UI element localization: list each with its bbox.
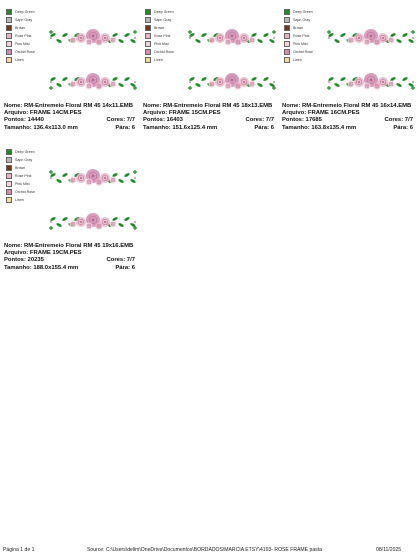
color-name: Rose Pink bbox=[15, 173, 32, 178]
leaf-icon bbox=[263, 32, 270, 37]
rose-icon bbox=[364, 83, 371, 90]
rose-icon bbox=[70, 81, 77, 88]
color-name: Linen bbox=[15, 57, 24, 62]
sprig-icon bbox=[134, 177, 136, 179]
design-name: Nome: RM-Entremeio Floral RM 45 16x14.EMB bbox=[282, 103, 412, 109]
leaf-icon bbox=[62, 216, 69, 221]
color-name: Sapn Gray bbox=[15, 157, 33, 162]
rose-icon bbox=[215, 33, 225, 43]
stitch-count: Pontos: 20235 bbox=[4, 257, 44, 264]
leaf-icon bbox=[62, 172, 69, 177]
rose-icon bbox=[364, 39, 371, 46]
legend-item bbox=[6, 48, 35, 55]
sprig-icon bbox=[189, 37, 191, 39]
color-swatch bbox=[6, 173, 12, 179]
leaf-cluster-icon bbox=[411, 30, 415, 34]
design-size: Tamanho: 188.0x155.4 mm bbox=[4, 264, 79, 271]
sprig-icon bbox=[134, 221, 136, 223]
legend-item bbox=[6, 196, 35, 203]
leaf-icon bbox=[124, 32, 131, 37]
color-swatch bbox=[284, 17, 290, 23]
card-2 bbox=[282, 6, 416, 156]
rose-icon bbox=[70, 37, 77, 44]
color-count: Cores: 7/7 bbox=[384, 117, 413, 124]
leaf-cluster-icon bbox=[188, 86, 192, 90]
leaf-icon bbox=[396, 82, 403, 87]
leaf-icon bbox=[118, 222, 125, 227]
legend-item bbox=[284, 24, 313, 31]
file-name: Arquivo: FRAME 16CM.PES bbox=[282, 110, 360, 117]
file-name: Arquivo: FRAME 15CM.PES bbox=[143, 110, 221, 117]
rose-icon bbox=[70, 177, 77, 184]
file-name: Arquivo: FRAME 14CM.PES bbox=[4, 110, 82, 117]
leaf-cluster-icon bbox=[327, 30, 331, 34]
color-swatch bbox=[284, 49, 290, 55]
leaf-icon bbox=[195, 38, 202, 43]
legend-item bbox=[284, 40, 313, 47]
rose-icon bbox=[110, 177, 117, 184]
rose-icon bbox=[86, 39, 93, 46]
color-name: Linen bbox=[293, 57, 302, 62]
color-name: Sapn Gray bbox=[293, 17, 311, 22]
leaf-icon bbox=[263, 76, 270, 81]
color-name: Pink Mist bbox=[293, 41, 308, 46]
stitch-count: Pontos: 17685 bbox=[282, 117, 322, 124]
leaf-icon bbox=[118, 178, 125, 183]
rose-icon bbox=[96, 39, 103, 46]
leaf-icon bbox=[124, 216, 131, 221]
leaf-icon bbox=[118, 38, 125, 43]
leaf-icon bbox=[396, 38, 403, 43]
leaf-icon bbox=[56, 82, 63, 87]
embroidery-preview bbox=[49, 22, 137, 104]
legend-item bbox=[6, 180, 35, 187]
sprig-icon bbox=[189, 81, 191, 83]
card-3 bbox=[4, 146, 139, 296]
color-name: Linen bbox=[154, 57, 163, 62]
rose-icon bbox=[235, 83, 242, 90]
rose-icon bbox=[374, 39, 381, 46]
rose-icon bbox=[235, 39, 242, 46]
design-info bbox=[143, 103, 278, 132]
leaf-icon bbox=[402, 32, 409, 37]
sprig-icon bbox=[134, 81, 136, 83]
rose-icon bbox=[225, 39, 232, 46]
color-name: Rose Pink bbox=[154, 33, 171, 38]
design-name: Nome: RM-Entremeio Floral RM 45 18x13.EMB bbox=[143, 103, 273, 109]
leaf-cluster-icon bbox=[49, 226, 53, 230]
color-legend bbox=[145, 8, 174, 64]
rose-icon bbox=[249, 81, 256, 88]
color-swatch bbox=[6, 33, 12, 39]
leaf-cluster-icon bbox=[133, 30, 137, 34]
legend-item bbox=[6, 40, 35, 47]
color-swatch bbox=[6, 181, 12, 187]
rose-icon bbox=[76, 217, 86, 227]
color-name: Deep Green bbox=[154, 9, 174, 14]
color-swatch bbox=[284, 57, 290, 63]
rose-icon bbox=[209, 81, 216, 88]
leaf-cluster-icon bbox=[272, 30, 276, 34]
rose-icon bbox=[354, 33, 364, 43]
top-garland bbox=[189, 29, 276, 46]
leaf-icon bbox=[334, 38, 341, 43]
color-swatch bbox=[145, 49, 151, 55]
leaf-cluster-icon bbox=[188, 30, 192, 34]
leaf-icon bbox=[195, 82, 202, 87]
color-name: Brown bbox=[293, 25, 304, 30]
rose-icon bbox=[110, 81, 117, 88]
design-name: Nome: RM-Entremeio Floral RM 45 14x11.EMB bbox=[4, 103, 133, 109]
leaf-icon bbox=[257, 82, 264, 87]
legend-item bbox=[6, 188, 35, 195]
print-date: 08/11/2025 bbox=[376, 547, 402, 553]
legend-item bbox=[145, 40, 174, 47]
color-name: Pink Mist bbox=[15, 181, 30, 186]
color-swatch bbox=[284, 9, 290, 15]
color-count: Cores: 7/7 bbox=[106, 257, 135, 264]
leaf-icon bbox=[62, 32, 69, 37]
color-name: Deep Green bbox=[15, 149, 35, 154]
legend-item bbox=[6, 16, 35, 23]
leaf-icon bbox=[340, 76, 347, 81]
color-name: Brown bbox=[154, 25, 165, 30]
leaf-cluster-icon bbox=[133, 170, 137, 174]
color-name: Orchid Rose bbox=[154, 49, 174, 54]
stop-count: Pára: 6 bbox=[115, 264, 135, 271]
embroidery-preview bbox=[49, 162, 137, 244]
color-swatch bbox=[6, 25, 12, 31]
color-swatch bbox=[145, 33, 151, 39]
legend-item bbox=[284, 8, 313, 15]
color-swatch bbox=[145, 9, 151, 15]
color-name: Brown bbox=[15, 165, 26, 170]
bottom-garland bbox=[50, 73, 137, 90]
color-swatch bbox=[6, 149, 12, 155]
legend-item bbox=[284, 16, 313, 23]
leaf-icon bbox=[257, 38, 264, 43]
leaf-icon bbox=[124, 172, 131, 177]
color-name: Orchid Rose bbox=[15, 49, 35, 54]
color-name: Pink Mist bbox=[15, 41, 30, 46]
color-legend bbox=[284, 8, 313, 64]
rose-icon bbox=[76, 173, 86, 183]
legend-item bbox=[6, 148, 35, 155]
color-swatch bbox=[6, 189, 12, 195]
legend-item bbox=[145, 16, 174, 23]
leaf-icon bbox=[62, 76, 69, 81]
design-info bbox=[282, 103, 416, 132]
rose-icon bbox=[110, 37, 117, 44]
rose-icon bbox=[348, 81, 355, 88]
color-swatch bbox=[6, 17, 12, 23]
color-swatch bbox=[145, 57, 151, 63]
color-legend bbox=[6, 8, 35, 64]
sprig-icon bbox=[412, 81, 414, 83]
embroidery-preview bbox=[188, 22, 276, 104]
legend-item bbox=[284, 56, 313, 63]
design-size: Tamanho: 151.6x125.4 mm bbox=[143, 124, 218, 131]
card-1 bbox=[143, 6, 278, 156]
legend-item bbox=[6, 56, 35, 63]
color-legend bbox=[6, 148, 35, 204]
leaf-icon bbox=[118, 82, 125, 87]
color-swatch bbox=[6, 49, 12, 55]
design-size: Tamanho: 136.4x113.0 mm bbox=[4, 124, 78, 131]
color-count: Cores: 7/7 bbox=[245, 117, 274, 124]
legend-item bbox=[145, 56, 174, 63]
sprig-icon bbox=[273, 37, 275, 39]
color-swatch bbox=[6, 197, 12, 203]
leaf-icon bbox=[124, 76, 131, 81]
stop-count: Pára: 6 bbox=[115, 124, 135, 131]
color-swatch bbox=[145, 17, 151, 23]
legend-item bbox=[284, 48, 313, 55]
color-swatch bbox=[284, 33, 290, 39]
color-swatch bbox=[6, 157, 12, 163]
leaf-icon bbox=[56, 222, 63, 227]
stitch-count: Pontos: 16403 bbox=[143, 117, 183, 124]
top-garland bbox=[50, 169, 137, 186]
source-path: Source: C:\Users\dellm\OneDrive\Documentos\BORDADOS\MARCIA ETSY\4193- ROSE FRAME pasta bbox=[87, 547, 322, 553]
leaf-cluster-icon bbox=[327, 86, 331, 90]
leaf-cluster-icon bbox=[49, 86, 53, 90]
sprig-icon bbox=[273, 81, 275, 83]
file-name: Arquivo: FRAME 19CM.PES bbox=[4, 250, 82, 257]
rose-icon bbox=[76, 33, 86, 43]
legend-item bbox=[6, 8, 35, 15]
color-name: Deep Green bbox=[15, 9, 35, 14]
color-name: Sapn Gray bbox=[154, 17, 172, 22]
bottom-garland bbox=[328, 73, 415, 90]
leaf-icon bbox=[201, 76, 208, 81]
card-0 bbox=[4, 6, 139, 156]
color-name: Sapn Gray bbox=[15, 17, 33, 22]
color-swatch bbox=[6, 41, 12, 47]
leaf-icon bbox=[340, 32, 347, 37]
rose-icon bbox=[96, 83, 103, 90]
color-name: Pink Mist bbox=[154, 41, 169, 46]
bottom-garland bbox=[189, 73, 276, 90]
design-name: Nome: RM-Entremeio Floral RM 45 19x16.EMB bbox=[4, 243, 134, 249]
leaf-icon bbox=[334, 82, 341, 87]
design-size: Tamanho: 163.8x135.4 mm bbox=[282, 124, 357, 131]
color-swatch bbox=[145, 25, 151, 31]
rose-icon bbox=[86, 223, 93, 230]
color-count: Cores: 7/7 bbox=[106, 117, 135, 124]
design-info bbox=[4, 103, 139, 132]
color-name: Rose Pink bbox=[15, 33, 32, 38]
color-name: Linen bbox=[15, 197, 24, 202]
sprig-icon bbox=[328, 37, 330, 39]
sprig-icon bbox=[412, 37, 414, 39]
legend-item bbox=[6, 32, 35, 39]
legend-item bbox=[6, 172, 35, 179]
legend-item bbox=[145, 48, 174, 55]
rose-icon bbox=[225, 83, 232, 90]
rose-icon bbox=[348, 37, 355, 44]
color-name: Orchid Rose bbox=[15, 189, 35, 194]
legend-item bbox=[6, 156, 35, 163]
rose-icon bbox=[96, 223, 103, 230]
bottom-garland bbox=[50, 213, 137, 230]
sprig-icon bbox=[328, 81, 330, 83]
rose-icon bbox=[209, 37, 216, 44]
legend-item bbox=[145, 24, 174, 31]
sprig-icon bbox=[50, 37, 52, 39]
rose-icon bbox=[388, 81, 395, 88]
legend-item bbox=[284, 32, 313, 39]
color-swatch bbox=[145, 41, 151, 47]
rose-icon bbox=[215, 77, 225, 87]
color-swatch bbox=[6, 165, 12, 171]
leaf-icon bbox=[201, 32, 208, 37]
rose-icon bbox=[249, 37, 256, 44]
sprig-icon bbox=[134, 37, 136, 39]
leaf-cluster-icon bbox=[49, 30, 53, 34]
color-swatch bbox=[6, 9, 12, 15]
embroidery-preview bbox=[327, 22, 415, 104]
top-garland bbox=[328, 29, 415, 46]
rose-icon bbox=[96, 179, 103, 186]
color-swatch bbox=[6, 57, 12, 63]
legend-item bbox=[6, 24, 35, 31]
leaf-icon bbox=[402, 76, 409, 81]
design-info bbox=[4, 243, 139, 272]
color-name: Brown bbox=[15, 25, 26, 30]
rose-icon bbox=[374, 83, 381, 90]
legend-item bbox=[145, 8, 174, 15]
leaf-cluster-icon bbox=[49, 170, 53, 174]
rose-icon bbox=[86, 179, 93, 186]
rose-icon bbox=[388, 37, 395, 44]
rose-icon bbox=[354, 77, 364, 87]
leaf-icon bbox=[56, 38, 63, 43]
sprig-icon bbox=[50, 81, 52, 83]
color-name: Deep Green bbox=[293, 9, 313, 14]
rose-icon bbox=[110, 221, 117, 228]
color-swatch bbox=[284, 41, 290, 47]
page-number: Página 1 de 1 bbox=[3, 547, 35, 553]
stop-count: Pára: 6 bbox=[254, 124, 274, 131]
color-swatch bbox=[284, 25, 290, 31]
sprig-icon bbox=[50, 221, 52, 223]
rose-icon bbox=[70, 221, 77, 228]
stop-count: Pára: 6 bbox=[393, 124, 413, 131]
color-name: Orchid Rose bbox=[293, 49, 313, 54]
color-name: Rose Pink bbox=[293, 33, 310, 38]
legend-item bbox=[145, 32, 174, 39]
top-garland bbox=[50, 29, 137, 46]
stitch-count: Pontos: 14440 bbox=[4, 117, 44, 124]
legend-item bbox=[6, 164, 35, 171]
rose-icon bbox=[86, 83, 93, 90]
rose-icon bbox=[76, 77, 86, 87]
leaf-icon bbox=[56, 178, 63, 183]
sprig-icon bbox=[50, 177, 52, 179]
